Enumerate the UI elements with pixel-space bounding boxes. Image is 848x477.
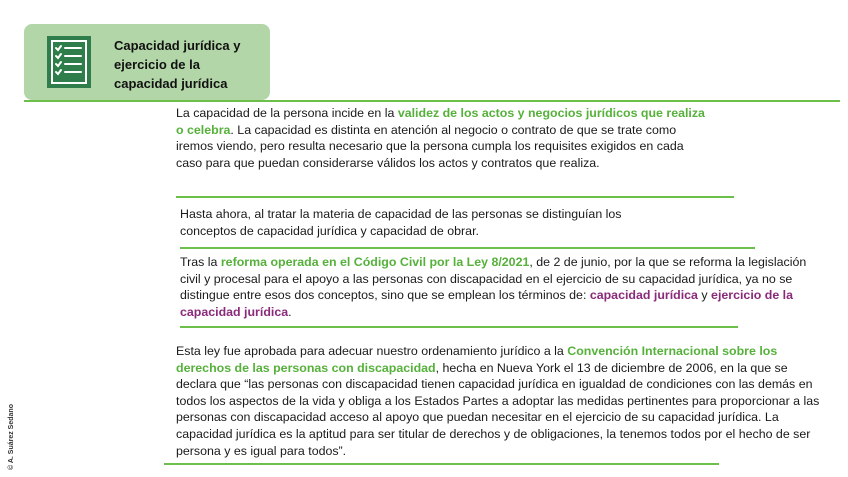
text: La capacidad de la persona incide en la [176, 106, 398, 120]
paragraph-convencion [176, 343, 828, 459]
text: , hecha en Nueva York el 13 de diciembre de 2006, en la que se declara que “las personas con discapacidad tienen capacidad jurídica en igualdad de condiciones con las demás en todos los aspectos de la vida y obliga a los Estados Partes a adoptar las medidas pertinentes para proporcionar a las personas con discapacidad acceso al apoyo que puedan necesitar en el ejercicio de su capacidad jurídica. La capacidad jurídica es la aptitud para ser titular de derechos y de obligaciones, la tenemos todos por el hecho de ser persona y es igual para todos”. [176, 360, 820, 458]
paragraph-reforma [180, 254, 830, 320]
text: , de 2 de junio, por la que se reforma la legislación civil y procesal para el apoyo a las personas con discapacidad en el ejercicio de su capacidad jurídica, ya no se distingue entre esos dos conceptos, sino que se emplean los términos de: [180, 255, 807, 303]
highlight-link: Convención Internacional sobre los derechos de las personas con discapacidad [176, 344, 778, 375]
checklist-icon [46, 35, 92, 89]
text: Hasta ahora, al tratar la materia de capacidad de las personas se distinguían los conceptos de capacidad jurídica y capacidad de obrar. [180, 207, 622, 238]
text: . La capacidad es distinta en atención al negocio o contrato de que se trate como iremos viendo, pero resulta necesario que la persona cumpla los requisites exigidos en cada caso para que puedan considerarse válidos los actos y contratos que realiza. [176, 122, 684, 170]
text: y [697, 288, 712, 303]
page-title: Capacidad jurídica y ejercicio de la capacidad jurídica [114, 38, 241, 91]
copyright-credit: © A. Suárez Sedano [8, 404, 15, 470]
section-header [24, 24, 270, 100]
divider [176, 196, 734, 198]
highlight-link: validez de los actos y negocios jurídicos que realiza o celebra [176, 106, 705, 137]
divider [180, 326, 738, 328]
divider [24, 100, 840, 102]
highlight-term: capacidad jurídica [589, 288, 698, 303]
divider [180, 247, 755, 249]
highlight-term: ejercicio de la capacidad jurídica [180, 288, 794, 319]
text: Esta ley fue aprobada para adecuar nuestro ordenamiento jurídico a la [176, 344, 568, 358]
text: Tras la [180, 255, 221, 269]
highlight-link: reforma operada en el Código Civil por la Ley 8/2021 [220, 255, 530, 269]
text: . [288, 304, 292, 319]
paragraph-hasta-ahora [180, 206, 680, 239]
divider [164, 463, 719, 465]
paragraph-validez [176, 105, 706, 171]
